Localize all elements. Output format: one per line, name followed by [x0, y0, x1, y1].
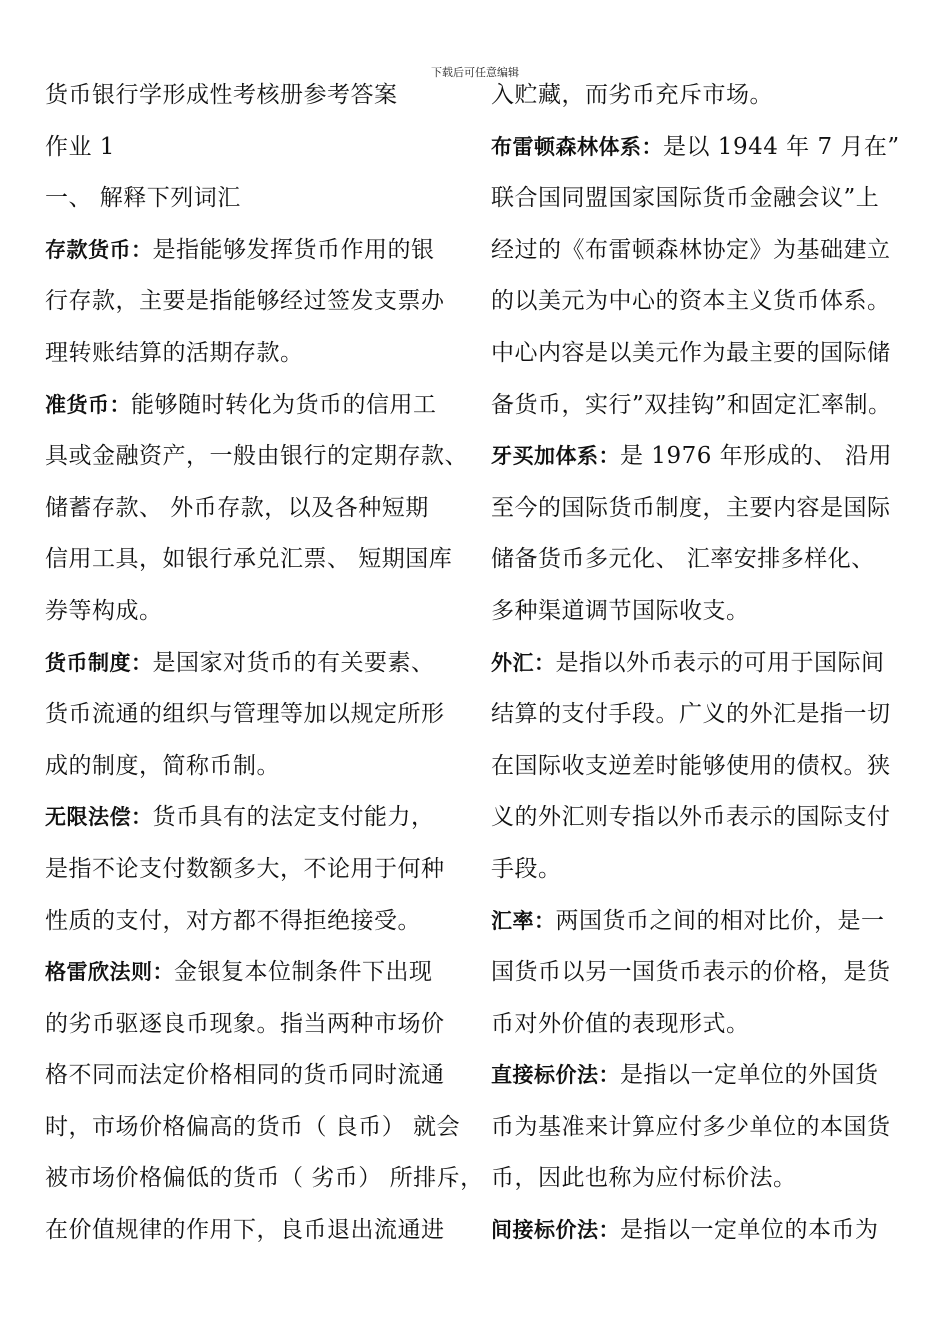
text-line [491, 70, 911, 122]
text-line [491, 1205, 911, 1257]
term-heading: 无限法偿： [45, 805, 153, 830]
body-text: 成的制度，简称币制。 [45, 752, 280, 779]
body-text: 手段。 [491, 855, 562, 882]
text-line [45, 483, 465, 535]
text-line [491, 689, 911, 741]
term-heading: 直接标价法： [491, 1063, 620, 1088]
body-text: 币，因此也称为应付标价法。 [491, 1165, 797, 1192]
body-text: 作业 1 [45, 133, 115, 160]
body-text: 能够随时转化为货币的信用工 [131, 391, 437, 418]
body-text: 币对外价值的表现形式。 [491, 1010, 750, 1037]
body-text: 的以美元为中心的资本主义货币体系。 [491, 288, 891, 315]
body-text: 入贮藏，而劣币充斥市场。 [491, 82, 773, 108]
text-line [45, 586, 465, 638]
text-line [491, 947, 911, 999]
text-line [491, 431, 911, 483]
body-text: 币为基准来计算应付多少单位的本国货 [491, 1113, 891, 1140]
text-line [491, 380, 911, 432]
body-text: 是指能够发挥货币作用的银 [152, 236, 435, 263]
body-text: 储备货币多元化、 汇率安排多样化、 [491, 546, 875, 573]
text-line [45, 689, 465, 741]
text-line [491, 173, 911, 225]
text-line [45, 276, 465, 328]
body-text: 联合国同盟国家国际货币金融会议”上 [491, 185, 880, 212]
text-line [45, 380, 465, 432]
term-heading: 准货币： [45, 392, 131, 417]
text-line [491, 638, 911, 690]
body-text: 国货币以另一国货币表示的价格，是货 [491, 959, 891, 986]
body-text: 是国家对货币的有关要素、 [152, 649, 435, 676]
body-text: 的劣币驱逐良币现象。指当两种市场价 [45, 1010, 445, 1037]
body-text: 结算的支付手段。广义的外汇是指一切 [491, 701, 891, 728]
body-text: 是指以外币表示的可用于国际间 [555, 649, 885, 676]
text-line [45, 1153, 484, 1205]
term-heading: 间接标价法： [491, 1218, 620, 1243]
text-line [45, 741, 465, 793]
text-line [45, 1205, 465, 1257]
body-text: 义的外汇则专指以外币表示的国际支付 [491, 804, 891, 831]
body-text: 信用工具，如银行承兑汇票、 短期国库 [45, 546, 453, 573]
body-text: 多种渠道调节国际收支。 [491, 597, 750, 624]
right-text-column [491, 70, 911, 1257]
body-text: 是指以一定单位的外国货 [620, 1062, 879, 1089]
body-text: 货币流通的组织与管理等加以规定所形 [45, 701, 445, 728]
text-line [45, 1050, 465, 1102]
body-text: 行存款，主要是指能够经过签发支票办 [45, 288, 445, 315]
text-line [45, 328, 465, 380]
page-header-note: 下载后可任意编辑 [431, 66, 519, 79]
body-text: 至今的国际货币制度，主要内容是国际 [491, 494, 891, 521]
text-line [491, 1102, 911, 1154]
body-text: 货币具有的法定支付能力， [152, 804, 435, 831]
text-line [45, 122, 465, 174]
text-line [491, 792, 911, 844]
left-text-column [45, 70, 484, 1257]
body-text: 货币银行学形成性考核册参考答案 [45, 82, 398, 108]
text-line [491, 328, 911, 380]
term-heading: 货币制度： [45, 650, 153, 675]
body-text: 中心内容是以美元作为最主要的国际储 [491, 339, 891, 366]
body-text: 具或金融资产，一般由银行的定期存款、 [45, 443, 468, 470]
body-text: 备货币，实行”双挂钩”和固定汇率制。 [491, 391, 892, 418]
text-line [491, 1050, 911, 1102]
text-line [45, 638, 465, 690]
text-line [45, 225, 465, 277]
body-text: 在国际收支逆差时能够使用的债权。狭 [491, 752, 891, 779]
text-line [45, 173, 465, 225]
body-text: 是 1976 年形成的、 沿用 [620, 443, 892, 470]
body-text: 是指不论支付数额多大，不论用于何种 [45, 855, 445, 882]
term-heading: 外汇： [491, 650, 556, 675]
term-heading: 汇率： [491, 908, 556, 933]
term-heading: 格雷欣法则： [45, 960, 174, 985]
text-line [45, 792, 465, 844]
text-line [45, 431, 468, 483]
body-text: 储蓄存款、 外币存款，以及各种短期 [45, 494, 429, 521]
body-text: 被市场价格偏低的货币（ 劣币） 所排斥， [45, 1165, 484, 1192]
text-line [45, 844, 465, 896]
text-line [45, 999, 465, 1051]
text-line [491, 741, 911, 793]
text-line [491, 999, 911, 1051]
body-text: 一、 解释下列词汇 [45, 185, 241, 212]
text-line [45, 70, 465, 122]
body-text: 性质的支付，对方都不得拒绝接受。 [45, 907, 421, 934]
body-text: 经过的《布雷顿森林协定》为基础建立 [491, 236, 891, 263]
body-text: 理转账结算的活期存款。 [45, 339, 304, 366]
text-line [491, 1153, 911, 1205]
body-text: 是以 1944 年 7 月在” [663, 133, 900, 160]
term-heading: 存款货币： [45, 237, 153, 262]
body-text: 两国货币之间的相对比价，是一 [555, 907, 885, 934]
text-line [491, 534, 911, 586]
text-line [45, 1102, 465, 1154]
text-line [491, 844, 911, 896]
text-line [45, 896, 465, 948]
text-line [491, 896, 911, 948]
text-line [45, 947, 465, 999]
body-text: 金银复本位制条件下出现 [174, 959, 433, 986]
body-text: 时，市场价格偏高的货币（ 良币） 就会 [45, 1113, 461, 1140]
body-text: 是指以一定单位的本币为 [620, 1217, 879, 1244]
text-line [491, 586, 911, 638]
text-line [491, 122, 911, 174]
term-heading: 牙买加体系： [491, 444, 620, 469]
body-text: 格不同而法定价格相同的货币同时流通 [45, 1062, 445, 1089]
body-text: 在价值规律的作用下，良币退出流通进 [45, 1217, 445, 1244]
text-line [491, 225, 911, 277]
text-line [491, 276, 911, 328]
term-heading: 布雷顿森林体系： [491, 134, 663, 159]
text-line [45, 534, 465, 586]
body-text: 券等构成。 [45, 597, 163, 624]
text-line [491, 483, 911, 535]
